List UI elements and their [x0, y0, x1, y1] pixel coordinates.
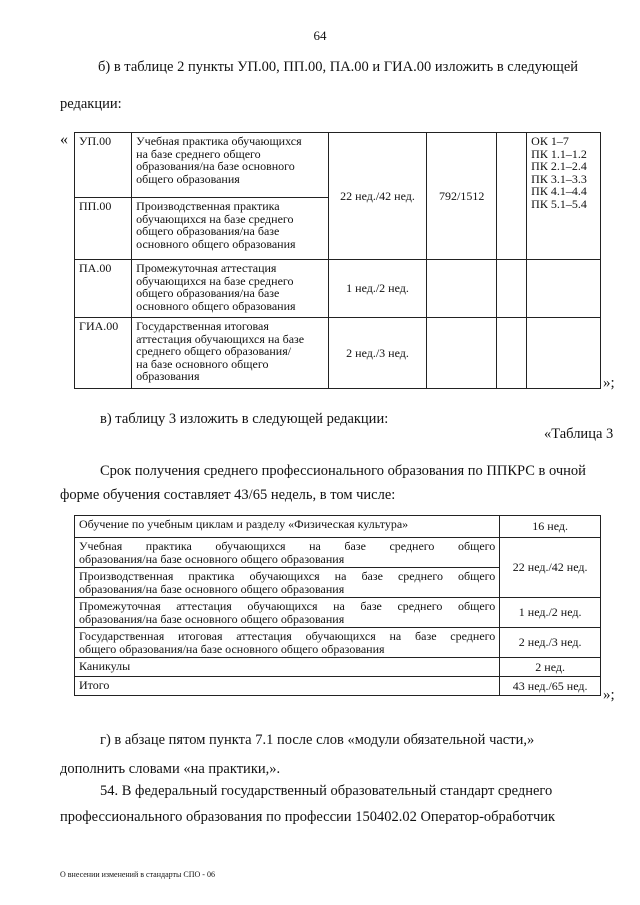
cell-value: 16 нед.	[500, 516, 601, 538]
cell-label	[75, 628, 500, 658]
name-line: основного общего образования	[136, 236, 296, 251]
label-line: Производственная практика обучающихся на базе среднего общего	[79, 569, 496, 583]
cell-value: 2 нед.	[500, 658, 601, 677]
cell-label	[75, 677, 500, 696]
cell-code: УП.00	[75, 133, 132, 198]
cell-hours	[427, 260, 497, 318]
cell-name	[132, 318, 328, 389]
table-row	[75, 658, 601, 677]
label-line: общего образования/на базе основного общего образования	[79, 641, 385, 656]
competency: ПК 3.1–3.3	[531, 171, 587, 186]
table-row	[75, 598, 601, 628]
competency: ОК 1–7	[531, 134, 569, 148]
cell-name	[132, 133, 328, 198]
cell-value: 43 нед./65 нед.	[500, 677, 601, 696]
name-line: общего образования/на базе	[136, 224, 280, 238]
label-line: Итого	[79, 678, 110, 692]
cell-code: ГИА.00	[75, 318, 132, 389]
item-54-line1: 54. В федеральный государственный образовательный стандарт среднего	[100, 783, 553, 799]
cell-label	[75, 658, 500, 677]
term-line1: Срок получения среднего профессионального образования по ППКРС в очной	[100, 463, 586, 479]
name-line: образования/на базе основного	[136, 159, 295, 173]
label-line: Обучение по учебным циклам и разделу «Физическая культура»	[79, 517, 409, 531]
page-number: 64	[313, 28, 327, 43]
name-line: аттестация обучающихся на базе	[136, 331, 305, 346]
name-line: на базе основного общего	[136, 356, 269, 371]
term-line2: форме обучения составляет 43/65 недель, в том числе:	[60, 487, 396, 503]
cell-name	[132, 198, 328, 260]
intro-b-line1: б) в таблице 2 пункты УП.00, ПП.00, ПА.00 и ГИА.00 изложить в следующей	[98, 59, 579, 75]
name-line: среднего общего образования/	[136, 344, 292, 358]
table-row	[75, 260, 601, 318]
intro-v: в) таблицу 3 изложить в следующей редакции:	[100, 411, 389, 427]
table-row	[75, 318, 601, 389]
cell-code: ПП.00	[75, 198, 132, 260]
cell-competencies	[527, 260, 601, 318]
cell-label	[75, 516, 500, 538]
quote-close-t3: »;	[603, 687, 615, 703]
item-54-line2: профессионального образования по профессии 150402.02 Оператор-обработчик	[60, 809, 556, 825]
item-g-line1: г) в абзаце пятом пункта 7.1 после слов «модули обязательной части,»	[100, 732, 535, 748]
label-line: Промежуточная аттестация обучающихся на базе среднего общего	[79, 599, 496, 613]
cell-name	[132, 260, 328, 318]
name-line: основного общего образования	[136, 298, 296, 313]
label-line: Каникулы	[79, 659, 131, 673]
name-line: общего образования/на базе	[136, 286, 280, 300]
cell-competencies	[527, 133, 601, 260]
name-line: Государственная итоговая	[136, 319, 269, 333]
cell-weeks: 2 нед./3 нед.	[328, 318, 427, 389]
cell-value: 1 нед./2 нед.	[500, 598, 601, 628]
label-line: Учебная практика обучающихся на базе среднего общего	[79, 539, 496, 553]
footer-note: О внесении изменений в стандарты СПО - 06	[60, 870, 215, 879]
table-row	[75, 538, 601, 568]
quote-open: «	[60, 131, 68, 148]
cell-hours-merged: 792/1512	[427, 133, 497, 260]
name-line: Промежуточная аттестация	[136, 261, 277, 275]
label-line: Государственная итоговая аттестация обучающихся на базе среднего	[79, 629, 496, 643]
name-line: обучающихся на базе среднего	[136, 211, 294, 226]
cell-label	[75, 568, 500, 598]
table-3	[74, 515, 601, 696]
competency: ПК 2.1–2.4	[531, 159, 587, 173]
competency: ПК 5.1–5.4	[531, 196, 587, 211]
cell-label	[75, 538, 500, 568]
quote-close-t2: »;	[603, 375, 615, 391]
cell-empty	[497, 133, 527, 260]
table-row	[75, 628, 601, 658]
cell-weeks-merged: 22 нед./42 нед.	[328, 133, 427, 260]
table-2	[74, 132, 601, 389]
label-line: образования/на базе основного общего образования	[79, 551, 345, 566]
name-line: на базе среднего общего	[136, 146, 261, 161]
cell-hours	[427, 318, 497, 389]
name-line: Производственная практика	[136, 199, 280, 213]
cell-competencies	[527, 318, 601, 389]
intro-b-line2: редакции:	[60, 96, 122, 112]
cell-empty	[497, 260, 527, 318]
table-caption: «Таблица 3	[544, 426, 614, 442]
cell-code: ПА.00	[75, 260, 132, 318]
cell-weeks: 1 нед./2 нед.	[328, 260, 427, 318]
cell-label	[75, 598, 500, 628]
name-line: обучающихся на базе среднего	[136, 273, 294, 288]
competency: ПК 1.1–1.2	[531, 146, 587, 161]
label-line: образования/на базе основного общего образования	[79, 581, 345, 596]
cell-value-merged: 22 нед./42 нед.	[500, 538, 601, 598]
name-line: образования	[136, 369, 200, 383]
table-row	[75, 677, 601, 696]
label-line: образования/на базе основного общего образования	[79, 611, 345, 626]
table-row	[75, 516, 601, 538]
name-line: Учебная практика обучающихся	[136, 134, 302, 148]
cell-empty	[497, 318, 527, 389]
name-line: общего образования	[136, 171, 240, 186]
competency: ПК 4.1–4.4	[531, 184, 587, 198]
table-row	[75, 133, 601, 198]
item-g-line2: дополнить словами «на практики,».	[60, 761, 281, 777]
cell-value: 2 нед./3 нед.	[500, 628, 601, 658]
